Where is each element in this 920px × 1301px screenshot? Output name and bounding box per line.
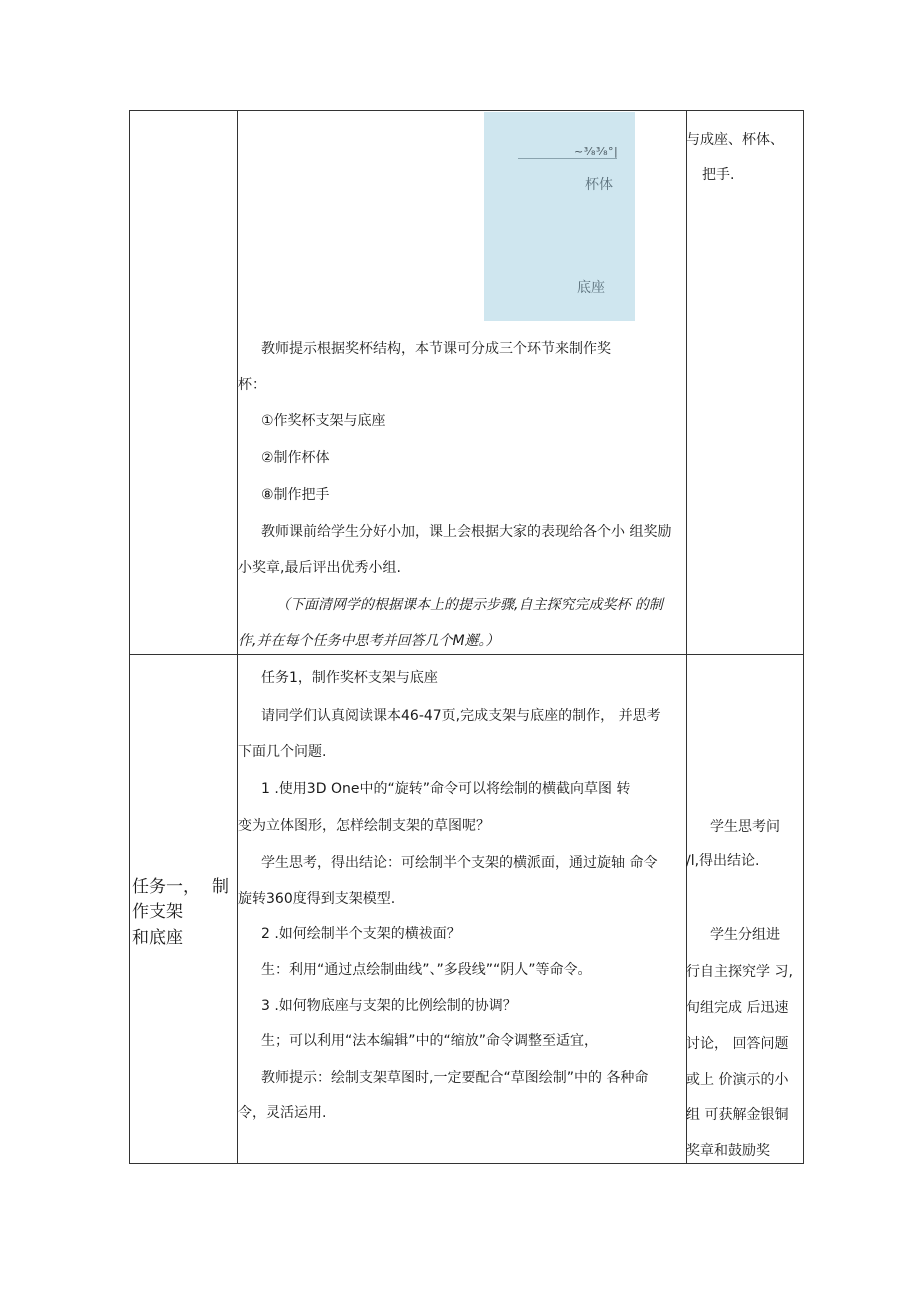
row1-step-1: ①作奖杯支架与底座: [261, 413, 386, 429]
figure-mark: ~³⁄₈³⁄₈°|: [574, 145, 619, 158]
row2-right-7: 或上 价演示的小: [686, 1072, 789, 1088]
row2-text-6: 教师提示：绘制支架草图时,一定要配合“草图绘制”中的 各种命: [261, 1070, 649, 1086]
task-title-part-4: 和底座: [132, 928, 183, 948]
row2-right-5: 旬组完成 后迅速: [686, 1000, 789, 1016]
trophy-structure-figure: [484, 112, 635, 321]
row1-italic-2: 作,并在每个任务中思考并回答几个M邂。）: [238, 633, 500, 649]
row2-right-8: 组 可获解金银铜: [686, 1107, 789, 1123]
row-divider: [130, 654, 803, 655]
task-title-part-3: 作支架: [132, 902, 183, 922]
row2-right-2: ∕l,得出结论.: [686, 853, 760, 869]
row1-step-2: ②制作杯体: [261, 450, 330, 466]
row1-right-line-1: 与成座、杯体、: [686, 132, 784, 148]
row2-right-4: 行自主探究学 习,: [686, 964, 793, 980]
row2-text-2: 下面几个问题.: [238, 744, 327, 760]
handle-line: [518, 158, 617, 159]
row2-right-1: 学生思考问: [710, 819, 780, 835]
question-2: 2 .如何绘制半个支架的横祓面？: [261, 926, 461, 942]
row1-italic-1: （下面清网学的根据课本上的提示步骤,自主探究完成奖杯 的制: [276, 597, 663, 613]
row2-right-3: 学生分组进: [710, 927, 780, 943]
question-3: 3 .如何物底座与支架的比例绘制的协调？: [261, 998, 517, 1014]
figure-label-cup-body: 杯体: [585, 177, 613, 193]
row2-right-9: 奖章和鼓励奖: [686, 1143, 770, 1159]
figure-label-base: 底座: [577, 280, 605, 296]
answer-2: 生：利用“通过点绘制曲线”、”多段线”“阴人”等命令。: [261, 962, 592, 978]
row2-text-5: 旋转360度得到支架模型.: [238, 891, 396, 907]
row1-text-1: 教师提示根据奖杯结构，本节课可分成三个环节来制作奖: [261, 341, 611, 357]
row1-step-3: ⑧制作把手: [261, 487, 330, 503]
task-title-part-1: 任务一，: [132, 877, 200, 897]
answer-3: 生；可以利用“法本编辑”中的“缩放”命令调整至适宜，: [261, 1033, 599, 1049]
question-1: 1 .使用3D One中的“旋转”命令可以将绘制的横截向草图 转: [261, 781, 631, 797]
row1-right-line-2: 把手.: [702, 167, 735, 183]
lesson-table: [129, 110, 804, 1164]
row1-text-2: 杯：: [238, 377, 266, 393]
row2-right-6: 讨论， 回答问题: [686, 1036, 789, 1052]
row2-text-4: 学生思考，得出结论：可绘制半个支架的横派面，通过旋轴 命令: [261, 855, 658, 871]
row1-text-3: 教师课前给学生分好小加，课上会根据大家的表现给各个小 组奖励: [261, 524, 672, 540]
task-title-part-2: 制: [212, 877, 229, 897]
row1-text-4: 小奖章,最后评出优秀小组.: [238, 560, 401, 576]
row2-text-7: 令，灵活运用.: [238, 1105, 327, 1121]
row2-text-1: 请同学们认真阅读课本46-47页,完成支架与底座的制作， 并思考: [261, 708, 661, 724]
task1-heading: 任务1，制作奖杯支架与底座: [261, 670, 438, 686]
row2-text-3: 变为立体图形，怎样绘制支架的草图呢？: [238, 818, 490, 834]
